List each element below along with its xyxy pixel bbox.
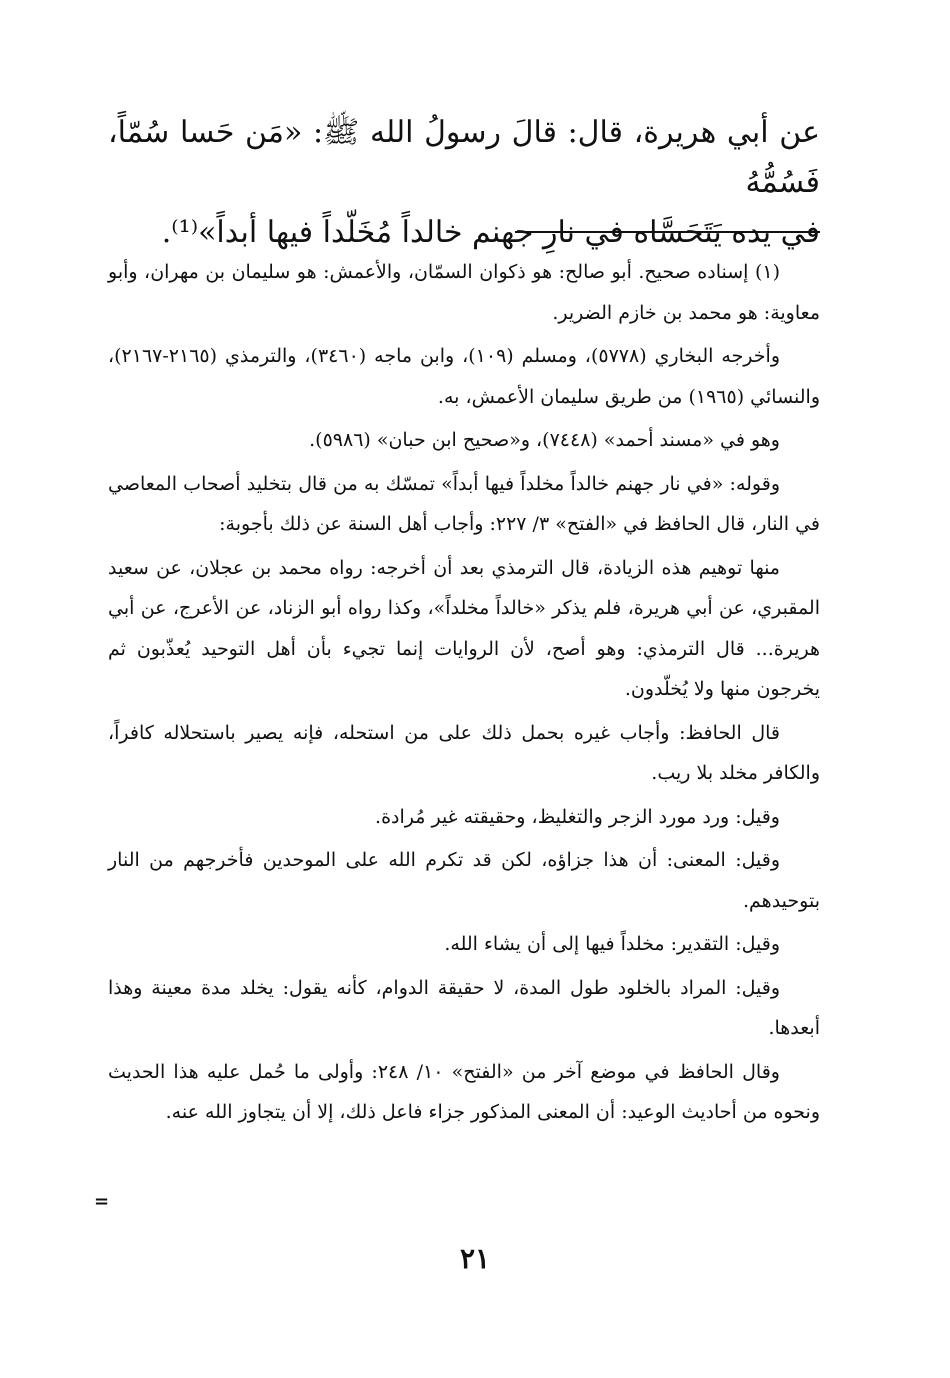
footnote-paragraph: وأخرجه البخاري (٥٧٧٨)، ومسلم (١٠٩)، وابن ماجه (٣٤٦٠)، والترمذي (٢١٦٥-٢١٦٧)، والنسائي (١٩٦٥) من طريق سليمان الأعمش، به. [108,345,820,408]
continuation-mark: = [94,1191,110,1212]
footnote-paragraph: وقال الحافظ في موضع آخر من «الفتح» ١٠/ ٢٤٨: وأولى ما حُمل عليه هذا الحديث ونحوه من أحاديث الوعيد: أن المعنى المذكور جزاء فاعل ذلك، إلا أن يتجاوز الله عنه. [108,1060,820,1123]
footnote-paragraph: منها توهيم هذه الزيادة، قال الترمذي بعد أن أخرجه: رواه محمد بن عجلان، عن سعيد المقبري، عن أبي هريرة، فلم يذكر «خالداً مخلداً»، وكذا رواه أبو الزناد، عن الأعرج، عن أبي هريرة... قال الترمذي: وهو أصح، لأن الروايات إنما تجيء بأن أهل التوحيد يُعذّبون ثم يخرجون منها ولا يُخلّدون. [108,556,820,700]
footnotes [108,252,820,1136]
footnote-paragraph: وقيل: المعنى: أن هذا جزاؤه، لكن قد تكرم الله على الموحدين فأخرجهم من النار بتوحيدهم. [108,849,820,912]
footnote-separator [515,231,820,233]
hadith-text [108,108,820,258]
footnote-paragraph: قال الحافظ: وأجاب غيره بحمل ذلك على من استحله، فإنه يصير باستحلاله كافراً، والكافر مخلد بلا ريب. [108,721,820,784]
footnote-paragraph: وهو في «مسند أحمد» (٧٤٤٨)، و«صحيح ابن حبان» (٥٩٨٦). [309,429,780,451]
footnote-paragraph: وقوله: «في نار جهنم خالداً مخلداً فيها أبداً» تمسّك به من قال بتخليد أصحاب المعاصي في النار، قال الحافظ في «الفتح» ٣/ ٢٢٧: وأجاب أهل السنة عن ذلك بأجوبة: [108,472,820,535]
hadith-line-1: عن أبي هريرة، قال: قالَ رسولُ الله ﷺ: «مَن حَسا سُمّاً، فَسُمُّهُ [108,115,820,200]
page-number: ٢١ [459,1242,491,1275]
footnote-paragraph: وقيل: التقدير: مخلداً فيها إلى أن يشاء الله. [444,933,780,955]
footnote-paragraph: وقيل: ورد مورد الزجر والتغليظ، وحقيقته غير مُرادة. [375,805,780,828]
footnote-paragraph: وقيل: المراد بالخلود طول المدة، لا حقيقة الدوام، كأنه يقول: يخلد مدة معينة وهذا أبعدها. [108,976,820,1039]
hadith-line-2: في يده يَتَحَسَّاه في نارِ جهنم خالداً مُخَلّداً فيها أبداً»⁽¹⁾. [161,215,820,250]
footnote-1: (١) إسناده صحيح. أبو صالح: هو ذكوان السمّان، والأعمش: هو سليمان بن مهران، وأبو معاوية: هو محمد بن خازم الضرير. [108,261,820,324]
